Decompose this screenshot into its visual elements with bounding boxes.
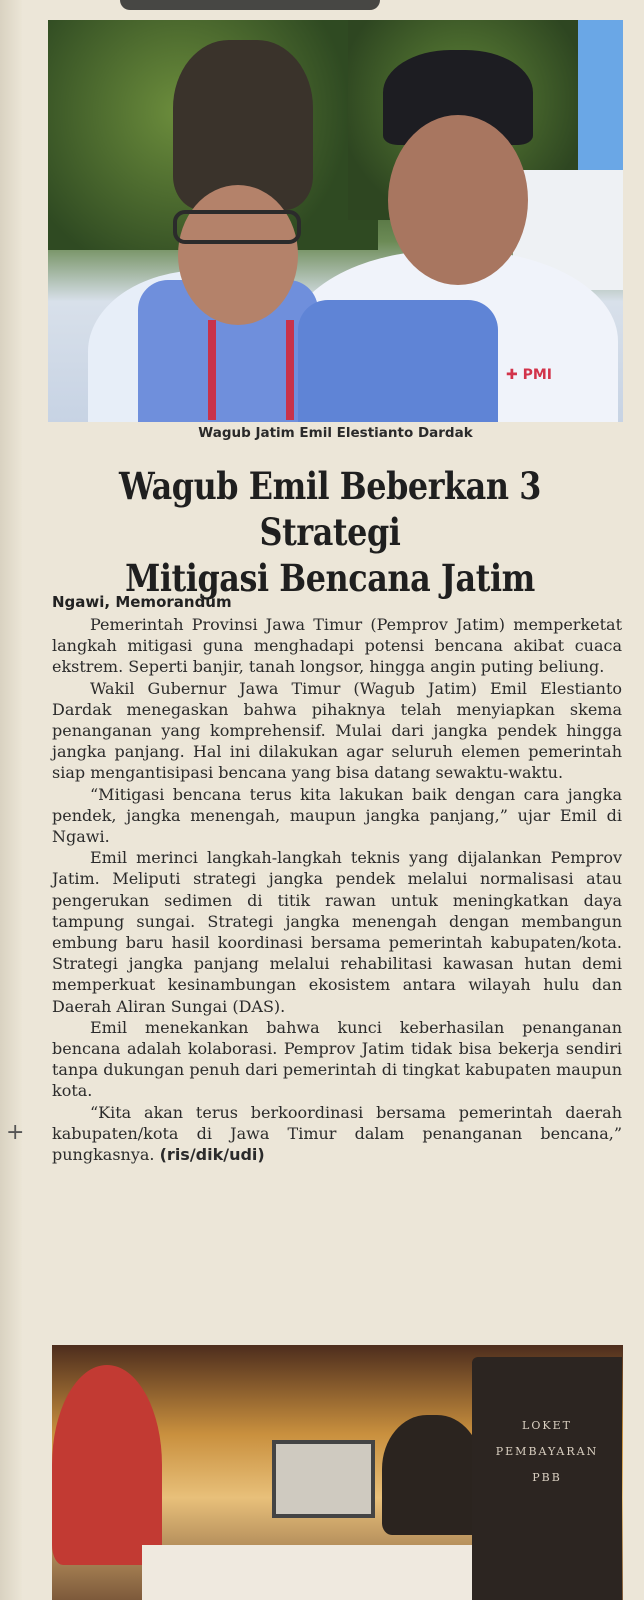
- photo-caption: Wagub Jatim Emil Elestianto Dardak: [198, 425, 473, 441]
- news-photo-payment-counter: [52, 1345, 623, 1600]
- person-staff: [382, 1415, 482, 1535]
- page-margin: [0, 0, 25, 1600]
- headline-line-2: Mitigasi Bencana Jatim: [125, 556, 535, 600]
- registration-mark-icon: +: [6, 1120, 25, 1145]
- article-paragraph: Pemerintah Provinsi Jawa Timur (Pemprov Jatim) memperketat langkah mitigasi guna menghadapi potensi bencana akibat cuaca ekstrem. Seperti banjir, tanah longsor, hingga angin puting beliung.: [52, 615, 622, 677]
- person-left: [52, 1365, 162, 1565]
- article-paragraph-last: “Kita akan terus berkoordinasi bersama pemerintah daerah kabupaten/kota di Jawa Timur dalam penanganan bencana,” pungkasnya. (ris/dik/udi): [52, 1102, 622, 1165]
- counter-sign: LOKET PEMBAYARAN PBB: [472, 1357, 622, 1600]
- article-body: [52, 614, 622, 1165]
- monitor-icon: [272, 1440, 375, 1518]
- previous-headline-fragment: [120, 0, 380, 10]
- article-paragraph: Emil menekankan bahwa kunci keberhasilan penanganan bencana adalah kolaborasi. Pemprov Jatim tidak bisa bekerja sendiri tanpa dukungan penuh dari pemerintah di tingkat kabupaten maupun kota.: [52, 1017, 622, 1101]
- news-photo-officials: [48, 20, 623, 422]
- dateline: Ngawi, Memorandum: [52, 593, 232, 611]
- headline-line-1: Wagub Emil Beberkan 3 Strategi: [119, 464, 541, 554]
- article-paragraph: Wakil Gubernur Jawa Timur (Wagub Jatim) Emil Elestianto Dardak menegaskan bahwa pihaknya telah menyiapkan skema penanganan yang komprehensif. Mulai dari jangka pendek hingga jangka panjang. Hal ini dilakukan agar seluruh elemen pemerintah siap mengantisipasi bencana yang bisa datang sewaktu-waktu.: [52, 678, 622, 783]
- article-headline: [72, 463, 588, 601]
- glasses-icon: [173, 210, 301, 244]
- byline: (ris/dik/udi): [159, 1145, 265, 1165]
- article-paragraph: Emil merinci langkah-langkah teknis yang dijalankan Pemprov Jatim. Meliputi strategi jangka pendek melalui normalisasi atau pengerukan sedimen di titik rawan untuk meningkatkan daya tampung sungai. Strategi jangka menengah dengan membangun embung baru hasil koordinasi bersama pemerintah kabupaten/kota. Strategi jangka panjang melalui rehabilitasi kawasan hutan demi memperkuat kesinambungan ekosistem antara wilayah hulu dan Daerah Aliran Sungai (DAS).: [52, 848, 622, 1016]
- article-paragraph: “Mitigasi bencana terus kita lakukan baik dengan cara jangka pendek, jangka menengah, maupun jangka panjang,” ujar Emil di Ngawi.: [52, 784, 622, 847]
- lanyard-icon: [208, 320, 294, 420]
- pmi-badge: ✚ PMI: [506, 367, 553, 383]
